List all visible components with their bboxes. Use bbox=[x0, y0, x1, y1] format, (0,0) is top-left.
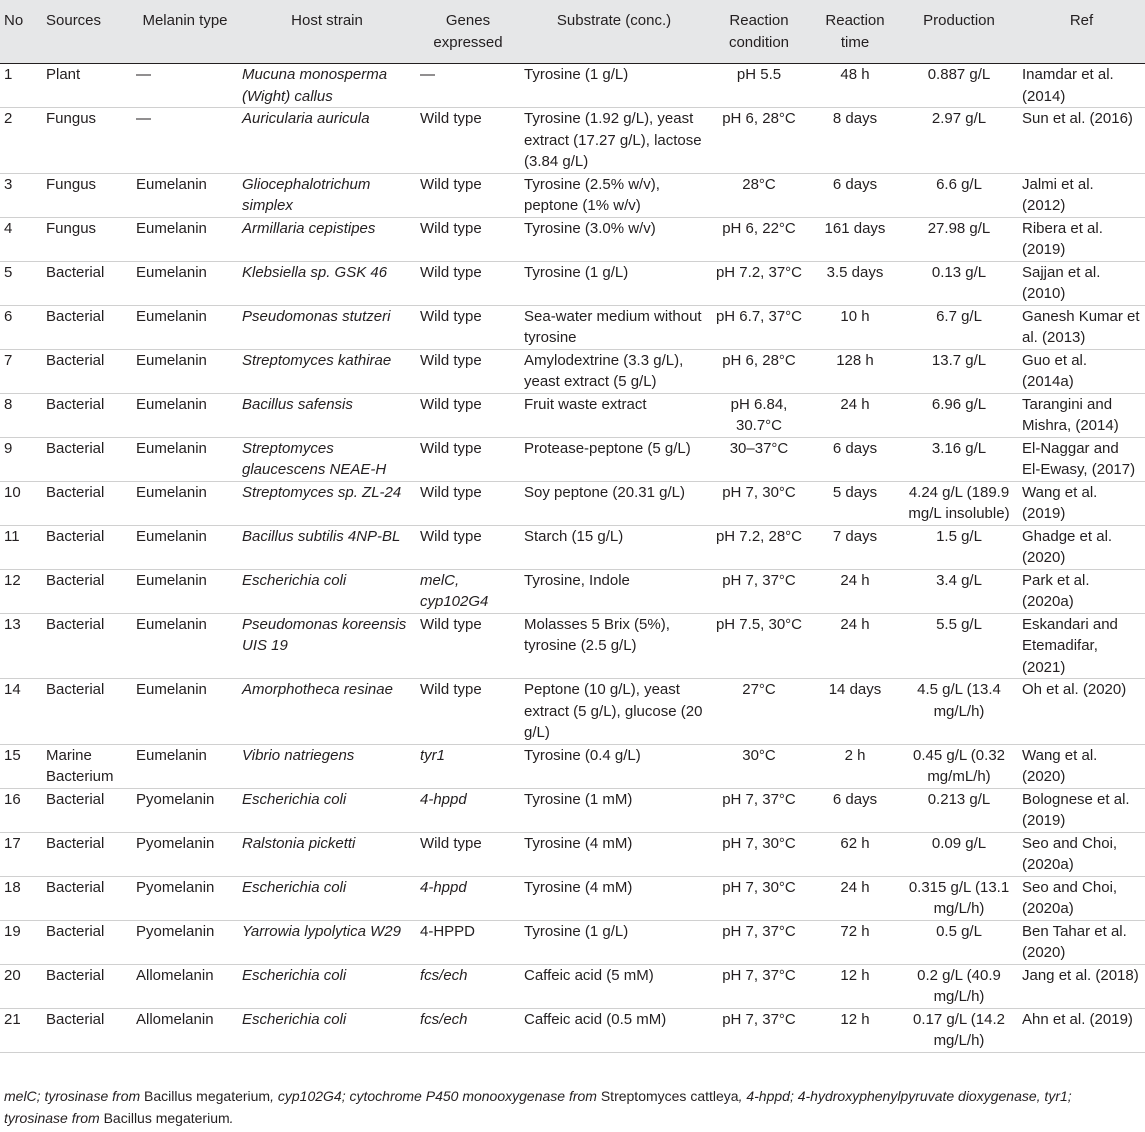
table-row bbox=[0, 217, 1145, 261]
cell-ref: Ghadge et al. (2020) bbox=[1022, 527, 1113, 566]
footnote-text: . bbox=[229, 1110, 234, 1126]
cell-no: 14 bbox=[4, 681, 21, 698]
cell-condition: pH 6.84, 30.7°C bbox=[730, 395, 788, 434]
cell-genes: tyr1 bbox=[420, 746, 446, 764]
cell-substrate: Amylodextrine (3.3 g/L), yeast extract (5 g/L) bbox=[524, 351, 684, 390]
cell-type: Eumelanin bbox=[136, 527, 207, 545]
cell-no: 10 bbox=[4, 483, 21, 501]
cell-time: 3.5 days bbox=[826, 263, 884, 281]
cell-source: Bacterial bbox=[46, 571, 105, 589]
cell-genes: Wild type bbox=[420, 110, 482, 127]
cell-genes: Wild type bbox=[420, 263, 482, 281]
cell-host: Auricularia auricula bbox=[242, 110, 370, 127]
cell-condition: pH 7, 37°C bbox=[722, 922, 796, 940]
footnote-text: , cyp102G4; cytochrome P450 monooxygenase from bbox=[270, 1088, 601, 1104]
table-row bbox=[0, 64, 1145, 108]
cell-genes: Wild type bbox=[420, 681, 482, 698]
cell-host: Gliocephalotrichum simplex bbox=[242, 175, 371, 214]
cell-time: 62 h bbox=[840, 834, 870, 852]
cell-type: Eumelanin bbox=[136, 351, 207, 369]
cell-source: Bacterial bbox=[46, 527, 105, 545]
cell-ref: Bolognese et al. (2019) bbox=[1022, 790, 1130, 829]
cell-no: 3 bbox=[4, 175, 13, 193]
table-row bbox=[0, 832, 1145, 876]
cell-no: 5 bbox=[4, 263, 13, 281]
cell-substrate: Tyrosine, Indole bbox=[524, 571, 630, 589]
cell-substrate: Tyrosine (0.4 g/L) bbox=[524, 746, 641, 764]
cell-condition: pH 7, 37°C bbox=[722, 790, 796, 808]
cell-production: 3.4 g/L bbox=[936, 571, 982, 589]
footnote-text: melC; tyrosinase from bbox=[4, 1088, 145, 1104]
cell-genes: fcs/ech bbox=[420, 966, 468, 984]
cell-production: 0.09 g/L bbox=[931, 834, 987, 852]
cell-ref: Jalmi et al. (2012) bbox=[1022, 175, 1094, 214]
cell-host: Amorphotheca resinae bbox=[242, 681, 393, 698]
cell-ref: Ribera et al. (2019) bbox=[1022, 219, 1103, 258]
table-row bbox=[0, 920, 1145, 964]
cell-time: 5 days bbox=[832, 483, 878, 501]
cell-source: Bacterial bbox=[46, 790, 105, 808]
cell-host: Pseudomonas koreensis UIS 19 bbox=[242, 615, 407, 654]
table-row bbox=[0, 349, 1145, 393]
cell-source: Fungus bbox=[46, 175, 97, 193]
cell-ref: Oh et al. (2020) bbox=[1022, 681, 1127, 698]
cell-type: Eumelanin bbox=[136, 571, 207, 589]
footnote-species: Bacillus megaterium bbox=[103, 1110, 230, 1126]
cell-source: Bacterial bbox=[46, 966, 105, 984]
cell-no: 20 bbox=[4, 966, 21, 984]
cell-time: 12 h bbox=[840, 966, 870, 984]
cell-type: Eumelanin bbox=[136, 746, 207, 764]
cell-time: 24 h bbox=[840, 571, 870, 589]
cell-source: Bacterial bbox=[46, 483, 105, 501]
cell-substrate: Tyrosine (1 mM) bbox=[524, 790, 633, 808]
footnote-species: Streptomyces cattleya bbox=[600, 1088, 739, 1104]
cell-substrate: Soy peptone (20.31 g/L) bbox=[524, 483, 685, 501]
table-row bbox=[0, 305, 1145, 349]
cell-condition: pH 5.5 bbox=[736, 66, 782, 83]
cell-type: — bbox=[136, 110, 151, 127]
cell-no: 18 bbox=[4, 878, 21, 896]
cell-time: 24 h bbox=[840, 878, 870, 896]
table-row bbox=[0, 679, 1145, 745]
cell-host: Streptomyces sp. ZL-24 bbox=[242, 483, 402, 501]
cell-host: Mucuna monosperma (Wight) callus bbox=[242, 66, 388, 105]
cell-production: 5.5 g/L bbox=[936, 615, 982, 633]
cell-ref: Guo et al. (2014a) bbox=[1022, 351, 1088, 390]
cell-time: 7 days bbox=[832, 527, 878, 545]
cell-host: Klebsiella sp. GSK 46 bbox=[242, 263, 388, 281]
cell-genes: Wild type bbox=[420, 439, 482, 457]
cell-condition: 30°C bbox=[742, 746, 776, 764]
cell-substrate: Molasses 5 Brix (5%), tyrosine (2.5 g/L) bbox=[524, 615, 670, 654]
cell-time: 12 h bbox=[840, 1010, 870, 1028]
cell-no: 13 bbox=[4, 615, 21, 633]
cell-ref: Jang et al. (2018) bbox=[1022, 966, 1139, 984]
cell-ref: Ben Tahar et al. (2020) bbox=[1022, 922, 1127, 961]
column-header: Sources bbox=[42, 0, 132, 64]
cell-production: 0.315 g/L (13.1 mg/L/h) bbox=[908, 878, 1010, 917]
cell-genes: fcs/ech bbox=[420, 1010, 468, 1028]
cell-condition: pH 6, 28°C bbox=[722, 351, 796, 369]
table-row bbox=[0, 964, 1145, 1008]
cell-production: 6.7 g/L bbox=[936, 307, 982, 325]
cell-host: Escherichia coli bbox=[242, 1010, 347, 1028]
table-row bbox=[0, 876, 1145, 920]
cell-genes: Wild type bbox=[420, 219, 482, 237]
cell-condition: pH 7, 30°C bbox=[722, 483, 796, 501]
column-header: Genes expressed bbox=[416, 0, 520, 64]
cell-ref: Sun et al. (2016) bbox=[1022, 110, 1133, 127]
table-row bbox=[0, 525, 1145, 569]
cell-type: Eumelanin bbox=[136, 219, 207, 237]
cell-genes: Wild type bbox=[420, 834, 482, 852]
column-header: Reaction time bbox=[810, 0, 900, 64]
cell-host: Bacillus safensis bbox=[242, 395, 353, 413]
cell-host: Armillaria cepistipes bbox=[242, 219, 376, 237]
table-row bbox=[0, 393, 1145, 437]
cell-no: 15 bbox=[4, 746, 21, 764]
cell-source: Fungus bbox=[46, 219, 97, 237]
cell-source: Bacterial bbox=[46, 395, 105, 413]
cell-no: 12 bbox=[4, 571, 21, 589]
cell-type: Eumelanin bbox=[136, 615, 207, 633]
cell-host: Pseudomonas stutzeri bbox=[242, 307, 391, 325]
cell-condition: pH 6.7, 37°C bbox=[715, 307, 803, 325]
cell-production: 0.213 g/L bbox=[927, 790, 991, 808]
cell-type: Pyomelanin bbox=[136, 834, 215, 852]
cell-production: 0.5 g/L bbox=[936, 922, 982, 940]
cell-condition: pH 7, 37°C bbox=[722, 571, 796, 589]
table-row bbox=[0, 437, 1145, 481]
cell-genes: Wild type bbox=[420, 307, 482, 325]
cell-source: Bacterial bbox=[46, 439, 105, 457]
cell-no: 2 bbox=[4, 110, 13, 127]
cell-genes: 4-HPPD bbox=[420, 922, 476, 940]
cell-type: Eumelanin bbox=[136, 395, 207, 413]
cell-production: 0.2 g/L (40.9 mg/L/h) bbox=[917, 966, 1001, 1005]
cell-production: 4.24 g/L (189.9 mg/L insoluble) bbox=[908, 483, 1010, 522]
table-row bbox=[0, 481, 1145, 525]
cell-ref: Inamdar et al. (2014) bbox=[1022, 66, 1114, 105]
cell-time: 6 days bbox=[832, 790, 878, 808]
cell-type: Eumelanin bbox=[136, 681, 207, 698]
cell-ref: Ganesh Kumar et al. (2013) bbox=[1022, 307, 1140, 346]
cell-type: Eumelanin bbox=[136, 175, 207, 193]
cell-substrate: Protease-peptone (5 g/L) bbox=[524, 439, 691, 457]
cell-type: Eumelanin bbox=[136, 439, 207, 457]
cell-source: Bacterial bbox=[46, 878, 105, 896]
column-header: Host strain bbox=[238, 0, 416, 64]
cell-no: 19 bbox=[4, 922, 21, 940]
table-row bbox=[0, 173, 1145, 217]
cell-condition: 27°C bbox=[742, 681, 776, 698]
cell-production: 6.6 g/L bbox=[936, 175, 982, 193]
cell-type: Pyomelanin bbox=[136, 790, 215, 808]
table-row bbox=[0, 108, 1145, 174]
cell-substrate: Tyrosine (1 g/L) bbox=[524, 922, 629, 940]
cell-type: Eumelanin bbox=[136, 263, 207, 281]
cell-source: Bacterial bbox=[46, 351, 105, 369]
column-header: Reaction condition bbox=[708, 0, 810, 64]
cell-substrate: Sea-water medium without tyrosine bbox=[524, 307, 702, 346]
cell-time: 72 h bbox=[840, 922, 870, 940]
cell-time: 14 days bbox=[828, 681, 882, 698]
cell-source: Marine Bacterium bbox=[46, 746, 114, 785]
table-row bbox=[0, 788, 1145, 832]
cell-host: Escherichia coli bbox=[242, 571, 347, 589]
table-row bbox=[0, 1008, 1145, 1052]
cell-type: Pyomelanin bbox=[136, 922, 215, 940]
column-header: No bbox=[0, 0, 42, 64]
column-header: Substrate (conc.) bbox=[520, 0, 708, 64]
cell-genes: Wild type bbox=[420, 615, 482, 633]
cell-genes: 4-hppd bbox=[420, 878, 467, 896]
cell-source: Bacterial bbox=[46, 1010, 105, 1028]
cell-production: 0.13 g/L bbox=[931, 263, 987, 281]
cell-condition: pH 6, 28°C bbox=[722, 110, 796, 127]
column-header: Production bbox=[900, 0, 1018, 64]
cell-type: Eumelanin bbox=[136, 307, 207, 325]
cell-substrate: Fruit waste extract bbox=[524, 395, 647, 413]
cell-time: 2 h bbox=[844, 746, 866, 764]
cell-genes: Wild type bbox=[420, 483, 482, 501]
cell-condition: 30–37°C bbox=[729, 439, 789, 457]
cell-ref: Sajjan et al. (2010) bbox=[1022, 263, 1101, 302]
cell-no: 8 bbox=[4, 395, 13, 413]
cell-time: 24 h bbox=[840, 395, 870, 413]
table-footnote bbox=[4, 1085, 1139, 1129]
cell-production: 6.96 g/L bbox=[931, 395, 987, 413]
cell-production: 4.5 g/L (13.4 mg/L/h) bbox=[917, 681, 1001, 720]
cell-substrate: Caffeic acid (5 mM) bbox=[524, 966, 654, 984]
table-body bbox=[0, 64, 1145, 1053]
cell-substrate: Tyrosine (1.92 g/L), yeast extract (17.27 g/L), lactose (3.84 g/L) bbox=[524, 110, 702, 170]
cell-no: 7 bbox=[4, 351, 13, 369]
cell-production: 3.16 g/L bbox=[931, 439, 987, 457]
cell-source: Bacterial bbox=[46, 681, 105, 698]
cell-source: Bacterial bbox=[46, 263, 105, 281]
cell-ref: Park et al. (2020a) bbox=[1022, 571, 1090, 610]
column-header: Melanin type bbox=[132, 0, 238, 64]
cell-substrate: Caffeic acid (0.5 mM) bbox=[524, 1010, 667, 1028]
cell-ref: Wang et al. (2020) bbox=[1022, 746, 1098, 785]
cell-condition: pH 7.2, 37°C bbox=[715, 263, 803, 281]
cell-condition: pH 7.2, 28°C bbox=[715, 527, 803, 545]
cell-ref: Ahn et al. (2019) bbox=[1022, 1010, 1133, 1028]
footnote-text: , 4-hppd; 4-hydroxyphenylpyruvate dioxygenase, tyr1; tyrosinase from bbox=[4, 1088, 1072, 1126]
table-row bbox=[0, 744, 1145, 788]
cell-production: 0.887 g/L bbox=[927, 66, 991, 83]
cell-no: 16 bbox=[4, 790, 21, 808]
cell-ref: Seo and Choi, (2020a) bbox=[1022, 834, 1118, 873]
cell-no: 11 bbox=[4, 527, 20, 545]
cell-condition: 28°C bbox=[742, 175, 776, 193]
cell-host: Bacillus subtilis 4NP-BL bbox=[242, 527, 401, 545]
cell-ref: Eskandari and Etemadifar, (2021) bbox=[1022, 615, 1118, 676]
cell-genes: — bbox=[420, 66, 435, 83]
cell-condition: pH 7, 37°C bbox=[722, 966, 796, 984]
cell-production: 2.97 g/L bbox=[931, 110, 987, 127]
cell-source: Bacterial bbox=[46, 307, 105, 325]
cell-condition: pH 6, 22°C bbox=[722, 219, 796, 237]
footnote-species: Bacillus megaterium bbox=[144, 1088, 271, 1104]
cell-no: 17 bbox=[4, 834, 21, 852]
cell-time: 6 days bbox=[832, 175, 878, 193]
cell-no: 1 bbox=[4, 66, 13, 83]
cell-substrate: Tyrosine (1 g/L) bbox=[524, 263, 629, 281]
cell-type: Allomelanin bbox=[136, 1010, 214, 1028]
cell-host: Streptomyces kathirae bbox=[242, 351, 392, 369]
table-row bbox=[0, 261, 1145, 305]
cell-production: 1.5 g/L bbox=[936, 527, 982, 545]
cell-host: Escherichia coli bbox=[242, 966, 347, 984]
cell-type: Eumelanin bbox=[136, 483, 207, 501]
cell-ref: El-Naggar and El-Ewasy, (2017) bbox=[1022, 439, 1136, 478]
cell-type: Allomelanin bbox=[136, 966, 214, 984]
cell-time: 8 days bbox=[832, 110, 878, 127]
cell-production: 13.7 g/L bbox=[931, 351, 987, 369]
cell-no: 4 bbox=[4, 219, 13, 237]
table-header bbox=[0, 0, 1145, 64]
table-row bbox=[0, 569, 1145, 613]
cell-substrate: Peptone (10 g/L), yeast extract (5 g/L), glucose (20 g/L) bbox=[524, 681, 703, 741]
cell-production: 0.17 g/L (14.2 mg/L/h) bbox=[912, 1010, 1005, 1049]
cell-ref: Tarangini and Mishra, (2014) bbox=[1022, 395, 1119, 434]
cell-host: Vibrio natriegens bbox=[242, 746, 355, 764]
header-row bbox=[0, 0, 1145, 64]
cell-type: — bbox=[136, 66, 151, 83]
cell-source: Bacterial bbox=[46, 615, 105, 633]
cell-host: Escherichia coli bbox=[242, 790, 347, 808]
cell-ref: Wang et al. (2019) bbox=[1022, 483, 1098, 522]
cell-genes: melC, cyp102G4 bbox=[420, 571, 489, 610]
cell-genes: 4-hppd bbox=[420, 790, 467, 808]
cell-ref: Seo and Choi, (2020a) bbox=[1022, 878, 1118, 917]
cell-substrate: Tyrosine (4 mM) bbox=[524, 878, 633, 896]
cell-production: 27.98 g/L bbox=[927, 219, 991, 237]
cell-condition: pH 7, 30°C bbox=[722, 834, 796, 852]
cell-host: Escherichia coli bbox=[242, 878, 347, 896]
cell-time: 161 days bbox=[824, 219, 886, 237]
cell-substrate: Starch (15 g/L) bbox=[524, 527, 624, 545]
cell-no: 9 bbox=[4, 439, 13, 457]
cell-condition: pH 7.5, 30°C bbox=[715, 615, 803, 633]
cell-source: Plant bbox=[46, 66, 81, 83]
cell-source: Bacterial bbox=[46, 922, 105, 940]
cell-substrate: Tyrosine (2.5% w/v), peptone (1% w/v) bbox=[524, 175, 660, 214]
table-row bbox=[0, 613, 1145, 679]
cell-time: 6 days bbox=[832, 439, 878, 457]
cell-genes: Wild type bbox=[420, 351, 482, 369]
cell-production: 0.45 g/L (0.32 mg/mL/h) bbox=[912, 746, 1005, 785]
cell-condition: pH 7, 37°C bbox=[722, 1010, 796, 1028]
cell-no: 6 bbox=[4, 307, 13, 325]
cell-type: Pyomelanin bbox=[136, 878, 215, 896]
cell-genes: Wild type bbox=[420, 527, 482, 545]
cell-time: 24 h bbox=[840, 615, 870, 633]
cell-substrate: Tyrosine (4 mM) bbox=[524, 834, 633, 852]
cell-host: Ralstonia picketti bbox=[242, 834, 356, 852]
cell-substrate: Tyrosine (1 g/L) bbox=[524, 66, 629, 83]
cell-source: Fungus bbox=[46, 110, 97, 127]
cell-time: 10 h bbox=[840, 307, 870, 325]
cell-time: 48 h bbox=[840, 66, 870, 83]
cell-genes: Wild type bbox=[420, 175, 482, 193]
cell-condition: pH 7, 30°C bbox=[722, 878, 796, 896]
cell-no: 21 bbox=[4, 1010, 21, 1028]
cell-genes: Wild type bbox=[420, 395, 482, 413]
cell-time: 128 h bbox=[836, 351, 874, 369]
cell-substrate: Tyrosine (3.0% w/v) bbox=[524, 219, 656, 237]
column-header: Ref bbox=[1018, 0, 1145, 64]
cell-host: Streptomyces glaucescens NEAE-H bbox=[242, 439, 387, 478]
cell-host: Yarrowia lypolytica W29 bbox=[242, 922, 401, 940]
cell-source: Bacterial bbox=[46, 834, 105, 852]
